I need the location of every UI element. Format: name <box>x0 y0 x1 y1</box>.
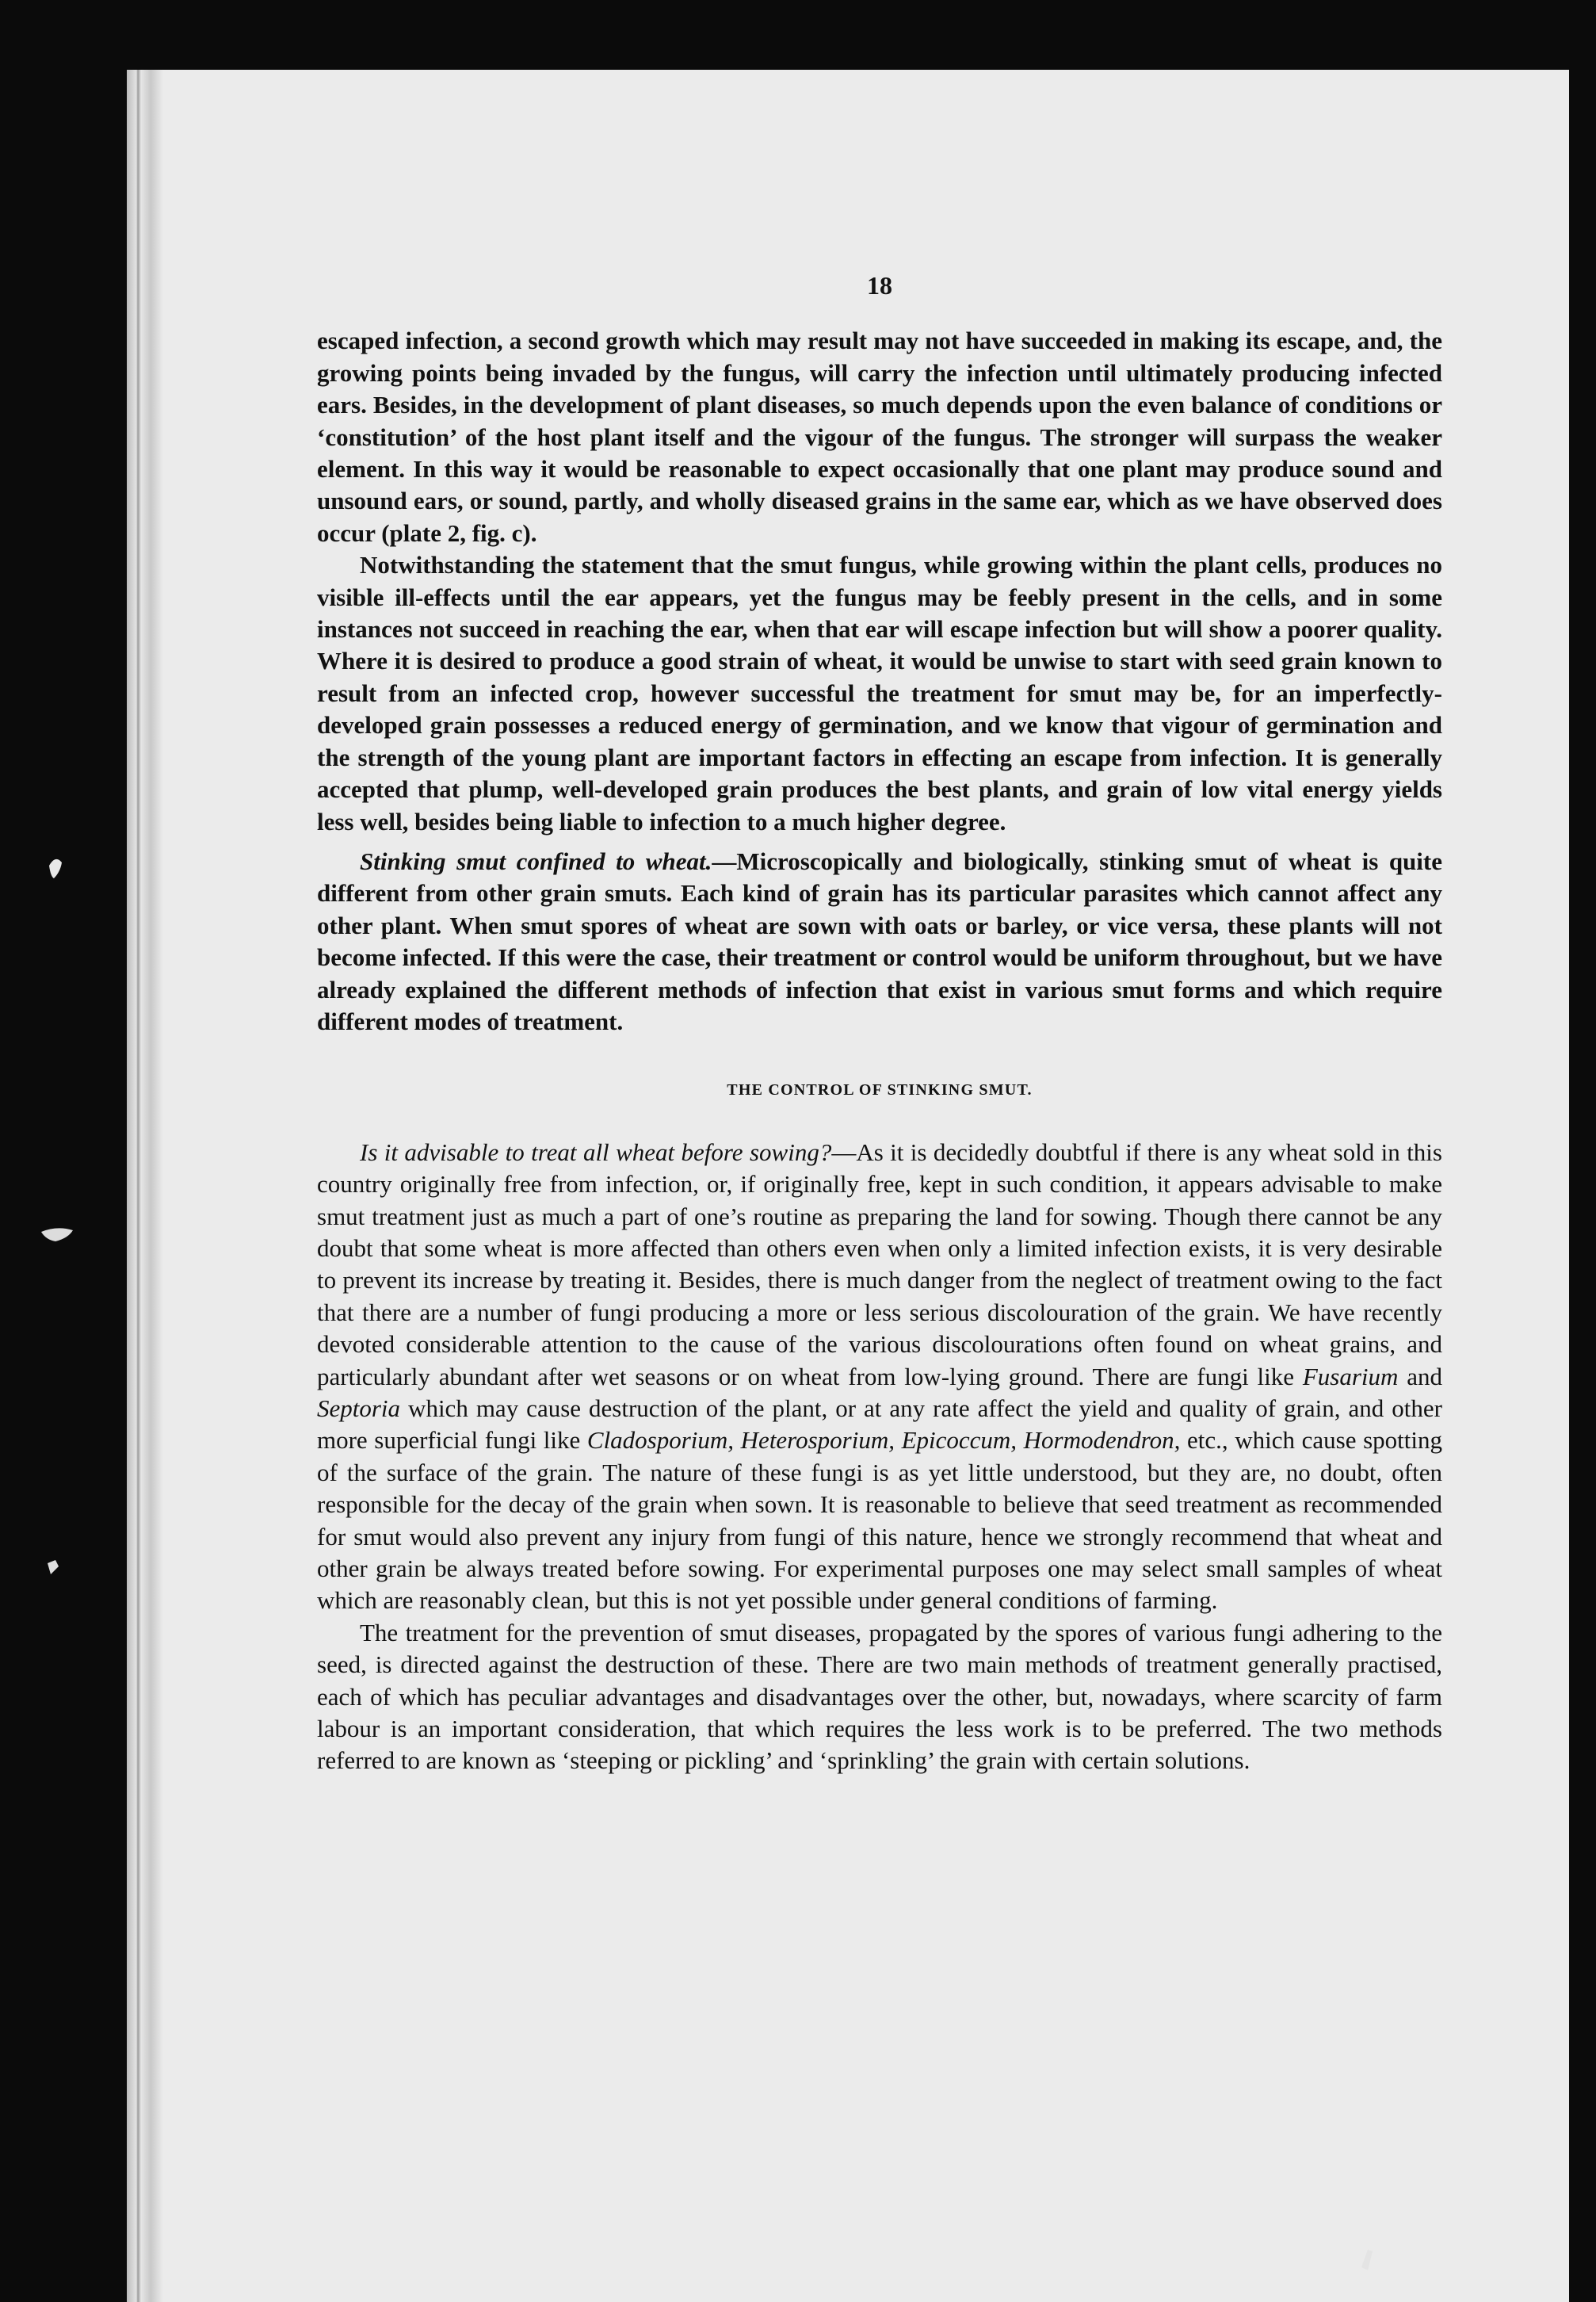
page-binding-edge <box>127 70 163 2302</box>
paragraph-notwithstanding: Notwithstanding the statement that the smut fungus, while growing within the plant cells, produces no visible ill-effects until the ear appears, yet the fungus may be feebly present in the cells, and in some instances not succeed in reaching the ear, when that ear will escape infection but will show a poorer quality. Where it is desired to produce a good strain of wheat, it would be unwise to start with seed grain known to result from an infected crop, however successful the treatment for smut may be, for an imperfectly-developed grain possesses a reduced energy of germination, and we know that vigour of germination and the strength of the young plant are important factors in effecting an escape from infection. It is generally accepted that plump, well-developed grain produces the best plants, and grain of low vital energy yields less well, besides being liable to infection to a much higher degree. <box>317 551 1442 836</box>
speck-3 <box>48 1560 59 1574</box>
paragraph-stinking-smut <box>317 846 1442 1038</box>
fungus-name-septoria: Septoria <box>317 1394 401 1422</box>
run-in-heading-advisable: Is it advisable to treat all wheat before sowing? <box>360 1138 832 1166</box>
page-text <box>317 270 1442 1777</box>
advisable-text-3: which may cause destruction of the plant, or at any rate affect the yield and quality of grain, and other more superficial fungi like <box>317 1394 1442 1455</box>
fungus-name-fusarium: Fusarium <box>1302 1362 1399 1390</box>
run-in-heading-stinking-smut: Stinking smut confined to wheat. <box>360 847 712 875</box>
advisable-text-1: —As it is decidedly doubtful if there is any wheat sold in this country originally free from infection, or, if originally free, kept in such condition, it appears advisable to make smut treatment just as much a part of one’s routine as preparing the land for sowing. Though there cannot be any doubt that some wheat is more affected than others even when only a limited infection exists, it is very desirable to prevent its increase by treating it. Besides, there is much danger from the neglect of treatment owing to the fact that there are a number of fungi producing a more or less serious discolouration of the grain. We have recently devoted considerable attention to the cause of the various discolourations often found on wheat grains, and particularly abundant after wet seasons or on wheat from low-lying ground. There are fungi like <box>317 1138 1442 1390</box>
paragraph-treatment-methods: The treatment for the prevention of smut diseases, propagated by the spores of various fungi adhering to the seed, is directed against the destruction of these. There are two main methods of treatment generally practised, each of which has peculiar advantages and disadvantages over the other, but, nowadays, where scarcity of farm labour is an important consideration, that which requires the less work is to be preferred. The two methods referred to are known as ‘steeping or pickling’ and ‘sprinkling’ the grain with certain solutions. <box>317 1618 1442 1775</box>
speck-1 <box>49 859 62 878</box>
speck-2 <box>41 1228 73 1241</box>
paragraph-stinking-smut-body: —Microscopically and biologically, stinking smut of wheat is quite different from other grain smuts. Each kind of grain has its particular parasites which cannot affect any other plant. When smut spores of wheat are sown with oats or barley, or vice versa, these plants will not become infected. If this were the case, their treatment or control would be uniform throughout, but we have already explained the different methods of infection that exist in various smut forms and which require different modes of treatment. <box>317 847 1442 1035</box>
page-number: 18 <box>867 271 892 300</box>
advisable-text-2: and <box>1398 1362 1442 1390</box>
section-heading: THE CONTROL OF STINKING SMUT. <box>727 1081 1033 1099</box>
paragraph-continued: escaped infection, a second growth which may result may not have succeeded in making its escape, and, the growing points being invaded by the fungus, will carry the infection until ultimately producing infected ears. Besides, in the development of plant diseases, so much depends upon the even balance of conditions or ‘constitution’ of the host plant itself and the vigour of the fungus. The stronger will surpass the weaker element. In this way it would be reasonable to expect occasionally that one plant may produce sound and unsound ears, or sound, partly, and wholly diseased grains in the same ear, which as we have observed does occur (plate 2, fig. c). <box>317 327 1442 547</box>
paragraph-advisable-to-treat <box>317 1137 1442 1617</box>
fungus-names-superficial: Cladosporium, Heterosporium, Epicoccum, Hormodendron, <box>586 1426 1181 1455</box>
advisable-text-4: etc., which cause spotting of the surface of the grain. The nature of these fungi is as yet little understood, but they are, no doubt, often responsible for the decay of the grain when sown. It is reasonable to believe that seed treatment as recommended for smut would also prevent any injury from fungi of this nature, hence we strongly recommend that wheat and other grain be always treated before sowing. For experimental purposes one may select small samples of wheat which are reasonably clean, but this is not yet possible under general conditions of farming. <box>317 1426 1442 1615</box>
